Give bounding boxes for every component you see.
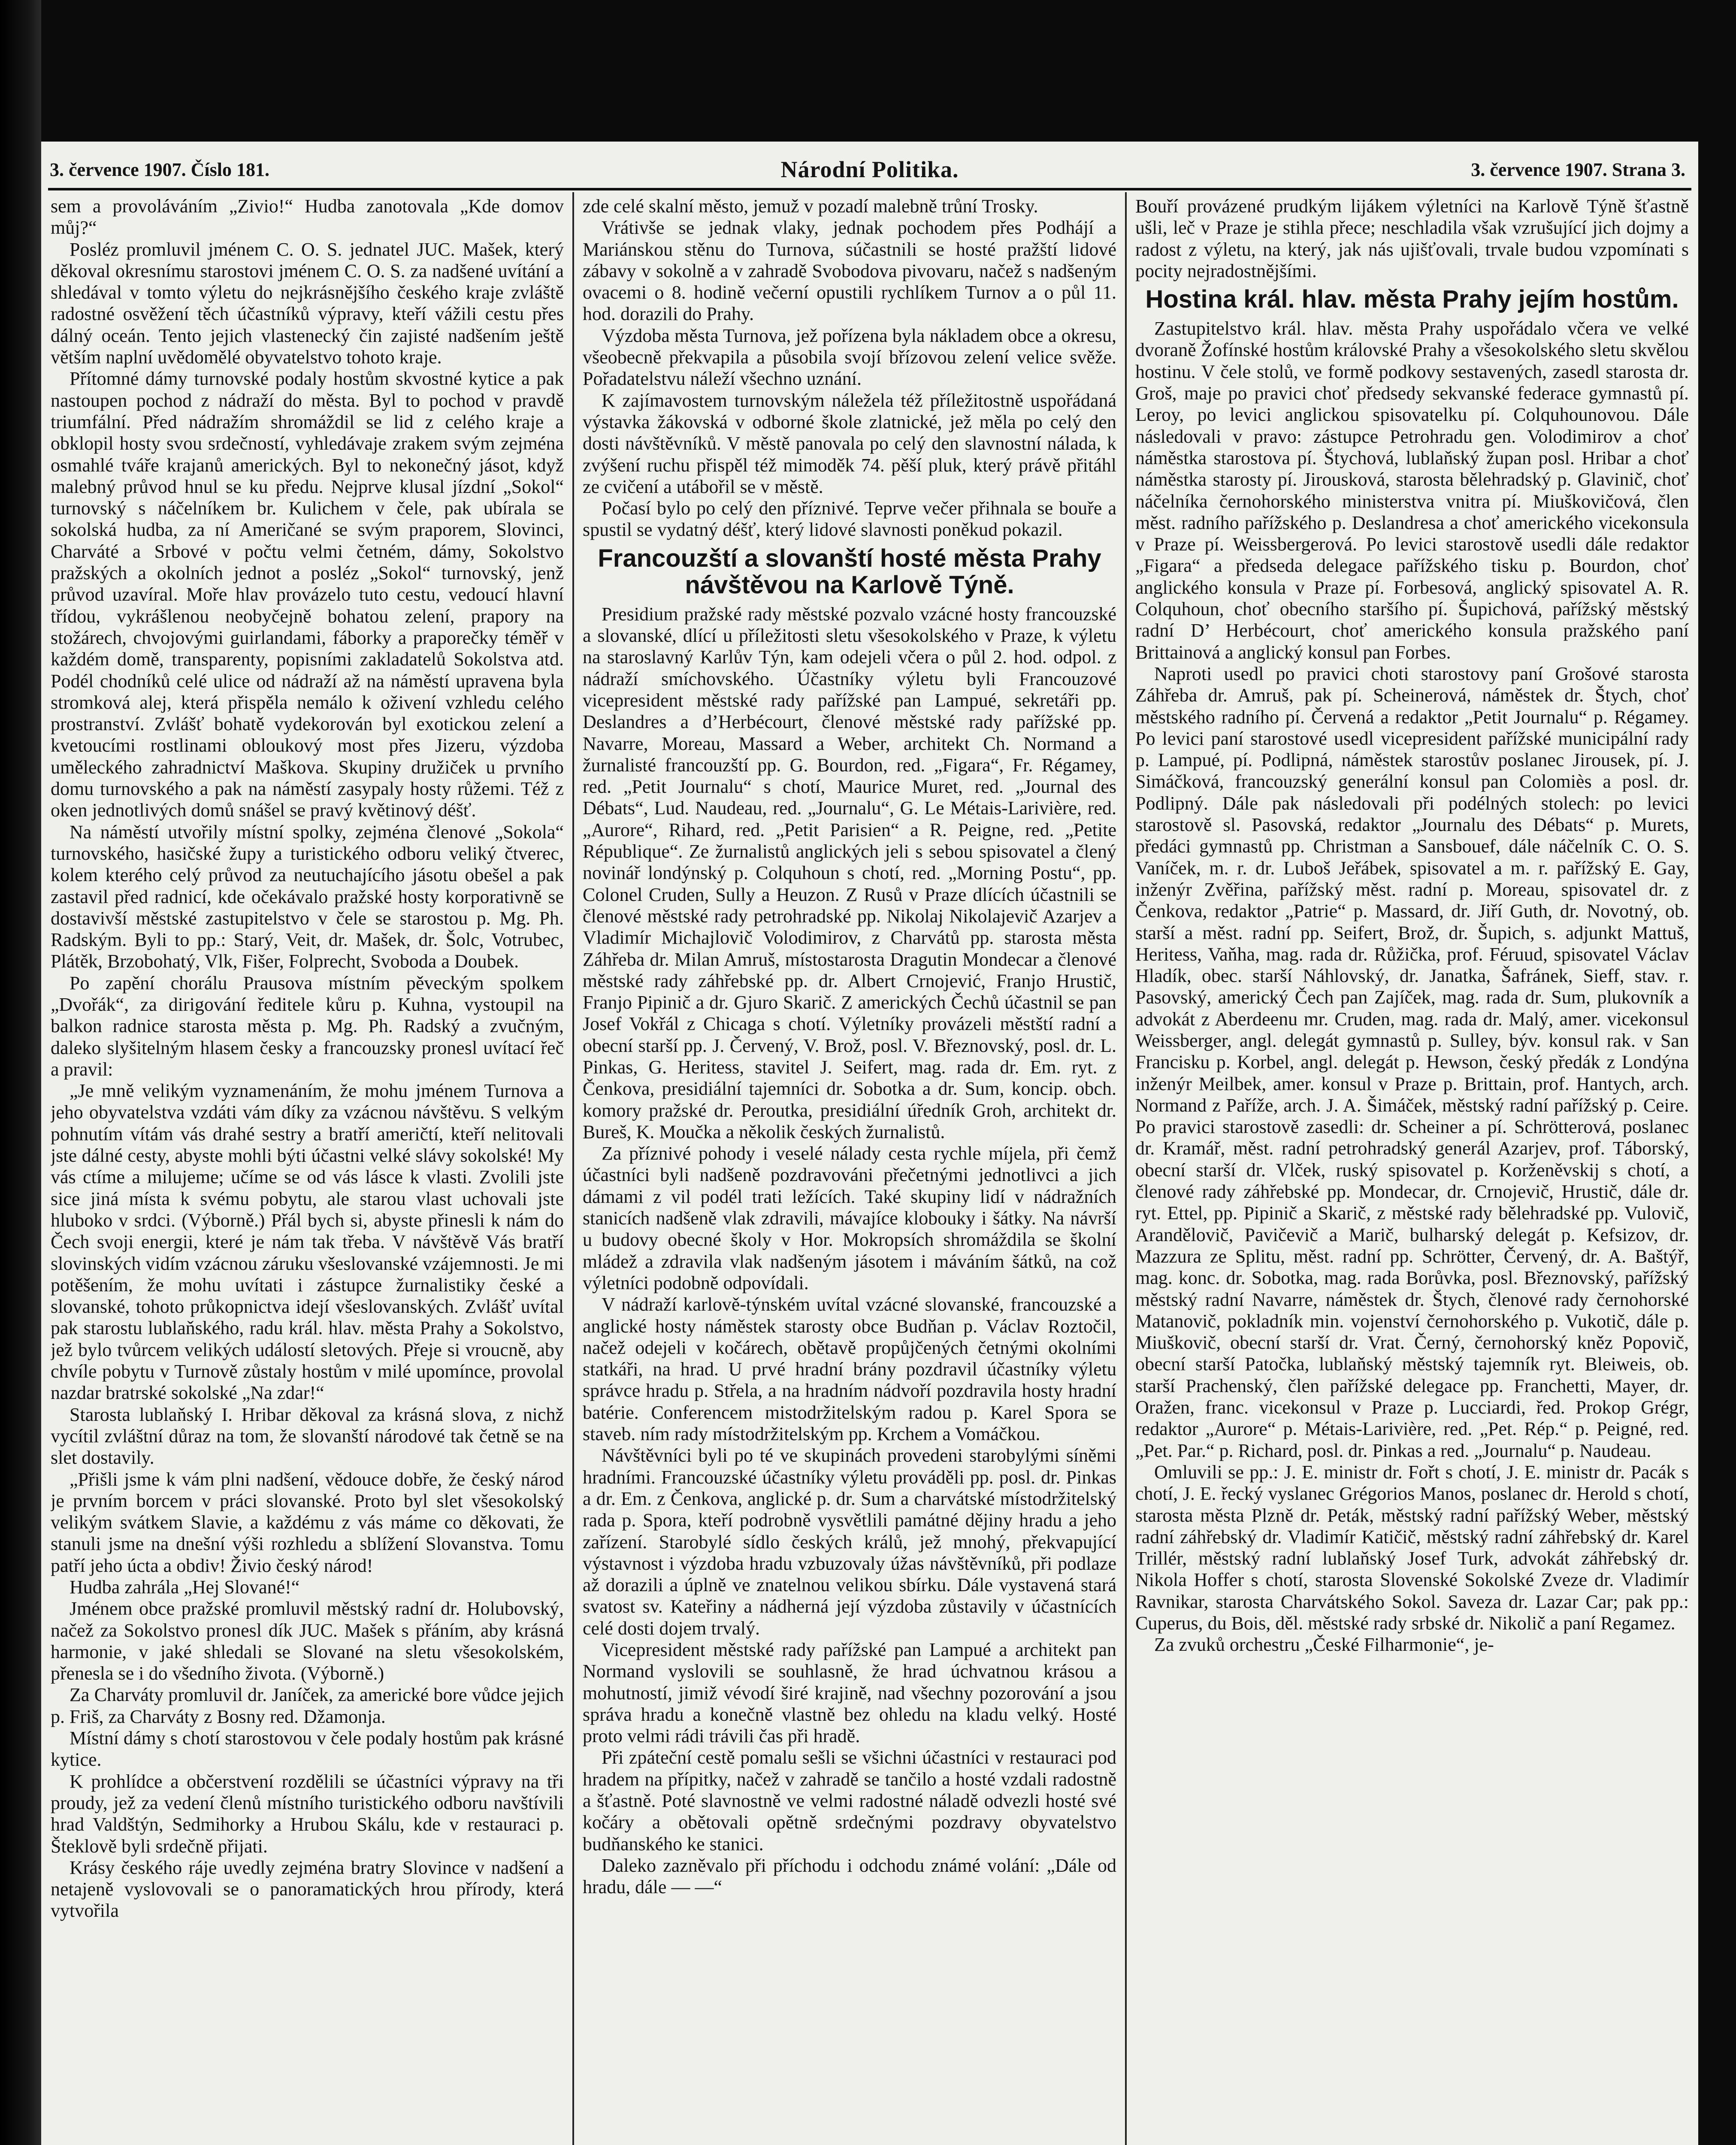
masthead-title: Národní Politika.	[780, 157, 959, 182]
paragraph: Bouří provázené prudkým lijákem výletníci na Karlově Týně šťastně ušli, leč v Praze je stihla přece; neschladila však vzrušující jich dojmy a radost z výletu, na který, jak nás ujišťovali, trvale budou vzpomínati s pocity nejradostnějšími.	[1135, 196, 1689, 281]
paragraph: Počasí bylo po celý den příznivé. Teprve večer přihnala se bouře a spustil se vydatný déšť, který lidové slavnosti poněkud pokazil.	[583, 498, 1116, 541]
paragraph: Místní dámy s chotí starostovou v čele podaly hostům pak krásné kytice.	[51, 1728, 564, 1770]
paragraph: Hudba zahrála „Hej Slované!“	[70, 1577, 300, 1598]
paragraph: Posléz promluvil jménem C. O. S. jednatel JUC. Mašek, který děkoval okresnímu starostovi jménem C. O. S. za nadšené uvítání a shledával v tomto výletu do nejkrásnějšího českého kraje zvláště radostné osvěžení těch účastníků výpravy, kteří vážili cestu přes dálný oceán. Tento jejich vlastenecký čin zajisté nadšením ještě větším naplní uvědomělé obyvatelstvo tohoto kraje.	[51, 239, 564, 368]
paragraph: Starosta lublaňský I. Hribar děkoval za krásná slova, z nichž vycítil zvláštní důraz na tom, že slovanští národové tak četně se na slet dostavily.	[51, 1404, 564, 1468]
paragraph: Daleko zazněvalo při příchodu i odchodu známé volání: „Dále od hradu, dále — —“	[583, 1855, 1116, 1898]
paragraph: Přítomné dámy turnovské podaly hostům skvostné kytice a pak nastoupen pochod z nádraží do města. Byl to pochod v pravdě triumfální. Před nádražím shromáždil se lid z celého kraje a obklopil hosty svou srdečností, vyhledávaje zrakem svým zejména osmahlé tváře krajanů amerických. Byl to nekonečný jásot, když malebný průvod hnul se ku předu. Nejprve klusal jízdní „Sokol“ turnovský s náčelníkem br. Kulichem v čele, pak ubírala se sokolská hudba, za ní Američané se svým praporem, Slovinci, Charváté a Srbové v počtu velmi četném, dámy, Sokolstvo pražských a okolních jednot a posléz „Sokol“ turnovský, jenž průvod uzavíral. Moře hlav provázelo tuto cestu, vedoucí hlavní třídou, vykrášlenou neobyčejně bohatou zelení, prapory na stožárech, chvojovými guirlandami, fáborky a praporečky téměř v každém domě, transparenty, popisními zakladatelů Sokolstva atd. Podél chodníků celé ulice od nádraží až na náměstí upravena byla stromková alej, která přispěla nemálo k oživení vzhledu celého prostranství. Zvlášť bohatě vydekorován byl exotickou zelení a kvetoucími rostlinami obloukový most přes Jizeru, výzdoba uměleckého zahradnictví Maškova. Skupiny družiček u prvního domu turnovského a pak na náměstí zasypaly hosty růžemi. Též z oken jednotlivých domů snášel se pravý květinový déšť.	[51, 368, 564, 821]
article-heading: Francouzští a slovanští hosté města Prahy návštěvou na Karlově Týně.	[598, 544, 1101, 599]
paragraph: V nádraží karlově-týnském uvítal vzácné slovanské, francouzské a anglické hosty náměstek starosty obce Budňan p. Václav Roztočil, načež odejeli v kočárech, obětavě propůjčených četnými okolními statkáři, na hrad. U prvé hradní brány pozdravil účastníky výletu správce hradu p. Střela, a na hradním nádvoří pozdravila hosty hradní batérie. Conferencem mistodržitelským radou p. Karel Spora se staveb. ním rady místodržitelským pp. Krchem a Vomáčkou.	[583, 1294, 1116, 1445]
paragraph: Krásy českého ráje uvedly zejména bratry Slovince v nadšení a netajeně vyslovovali se o panoramatických hrou přírody, která vytvořila	[51, 1857, 564, 1921]
paragraph: Presidium pražské rady městské pozvalo vzácné hosty francouzské a slovanské, dlící u příležitosti sletu všesokolského v Praze, k výletu na staroslavný Karlův Týn, kam odejeli včera o půl 2. hod. odpol. z nádraží smíchovského. Účastníky výletu byli Francouzové vicepresident městské rady pařížské pan Lampué, sekretáři pp. Deslandres a d’Herbécourt, členové městské rady pařížské pp. Navarre, Moreau, Massard a Weber, architekt Ch. Normand a žurnalisté francouzští pp. G. Bourdon, red. „Figara“, Fr. Régamey, red. „Petit Journalu“ s chotí, Maurice Muret, red. „Journal des Débats“, Lud. Naudeau, red. „Journalu“, G. Le Métais-Larivière, red. „Aurore“, Rihard, red. „Petit Parisien“ a R. Peigne, red. „Petite République“. Ze žurnalistů anglických jeli s sebou spisovatel a člený novinář londýnský p. Colquhoun s chotí, red. „Morning Postu“, pp. Colonel Cruden, Sully a Heuzon. Z Rusů v Praze dlících účastnili se členové městské rady petrohradské pp. Nikolaj Nikolajevič Azarjev a Vladimír Michajlovič Volodimirov, z Charvátů pp. starosta města Záhřeba dr. Milan Amruš, místostarosta Dragutin Mondecar a členové městské rady záhřebské pp. dr. Albert Crnojević, Franjo Hrustič, Franjo Pipinič a dr. Gjuro Skarič. Z amerických Čechů účastnil se pan Josef Vokřál z Chicaga s chotí. Výletníky provázeli městští radní a obecní starší pp. J. Červený, V. Brož, posl. V. Březnovský, posl. dr. L. Pinkas, G. Heritess, stavitel J. Seifert, mag. rada dr. Em. ryt. z Čenkova, presidiální tajemníci dr. Sobotka a dr. Sum, koncip. obch. komory pražské dr. Peroutka, presidiální úředník Groh, architekt dr. Bureš, K. Moučka a několik českých žurnalistů.	[583, 603, 1116, 1142]
paragraph: Na náměstí utvořily místní spolky, zejména členové „Sokola“ turnovského, hasičské župy a turistického odboru veliký čtverec, kolem kterého celý průvod za neutuchajícího jásotu obešel a pak zastavil před radnicí, kde očekávalo pražské hosty korporativně se dostavivší městské zastupitelstvo v čele se starostou p. Mg. Ph. Radským. Byli to pp.: Starý, Veit, dr. Mašek, dr. Šolc, Votrubec, Plátěk, Brzobohatý, Vlk, Fišer, Folprecht, Svoboda a Doubek.	[51, 821, 564, 972]
paragraph: „Přišli jsme k vám plni nadšení, vědouce dobře, že český národ je prvním borcem v práci slovanské. Proto byl slet všesokolský velikým svátkem Slavie, a každému z vás máme co děkovati, že stanuli jsme na dnešní výši rozhledu a sblížení Slovanstva. Tomu patří jeho úcta a obdiv! Živio český národ!	[51, 1468, 564, 1576]
column-2	[583, 196, 1116, 2145]
paragraph: Při zpáteční cestě pomalu sešli se všichni účastníci v restauraci pod hradem na přípitky, načež v zahradě se tančilo a hosté vzdali radostně a šťastně. Poté slavnostně ve velmi radostné náladě odvezli hosté své kočáry a obětovali opětně srdečnými pozdravy obyvatelstvo budňanského ke stanici.	[583, 1747, 1116, 1855]
paragraph: Vicepresident městské rady pařížské pan Lampué a architekt pan Normand vyslovili se souhlasně, že hrad úchvatnou krásou a mohutností, jimiž vévodí širé krajině, nad všechny pozorování a jsou správa hradu a konečně vlastně bez ohledu na kladu velký. Hosté proto velmi rádi trávili čas při hradě.	[583, 1639, 1116, 1747]
column-divider	[1125, 192, 1127, 2145]
column-divider	[572, 192, 574, 2145]
paragraph: Naproti usedl po pravici choti starostovy paní Grošové starosta Záhřeba dr. Amruš, pak pí. Scheinerová, náměstek dr. Štych, choť městského radního pí. Červená a redaktor „Petit Journalu“ p. Régamey. Po levici paní starostové usedl vicepresident pařížské municipální rady p. Lampué, pí. Podlipná, náměstek starostův poslanec Jirousek, pí. J. Simáčková, francouzský generální konsul pan Colomiès a posl. dr. Podlipný. Dále pak následovali při podélných stolech: po levici starostově sl. Pasovská, redaktor „Journalu des Débats“ p. Murets, předáci gymnastů pp. Christman a Sansbouef, dále náčelník C. O. S. Vaníček, m. r. dr. Luboš Jeřábek, spisovatel a m. r. pařížský E. Gay, inženýr Zvěřina, pařížský měst. radní p. Moreau, spisovatel dr. z Čenkova, redaktor „Patrie“ p. Massard, dr. Jiří Guth, dr. Novotný, ob. starší a měst. radní pp. Seifert, Brož, dr. Šupich, s. adjunkt Mattuš, Heritess, Vaňha, mag. rada dr. Růžička, prof. Féruud, spisovatel Václav Hladík, obec. starší Náhlovský, dr. Janatka, Šafránek, Sieff, stav. r. Pasovský, americký Čech pan Zajíček, mag. rada dr. Sum, plukovník a advokát z Aberdeenu mr. Cruden, mag. rada dr. Malý, amer. vicekonsul Weissberger, angl. delegát gymnastů p. Sulley, býv. konsul rak. v San Francisku p. Korbel, angl. delegát p. Hewson, český předák z Londýna inženýr Meilbek, amer. konsul v Praze p. Brittain, prof. Hantych, arch. Normand z Paříže, arch. J. A. Šimáček, městský radní pařížský p. Ceire. Po pravici starostově zasedli: dr. Scheiner a pí. Schrötterová, poslanec dr. Kramář, měst. radní petrohradský generál Azarjev, prof. Táborský, obecní starší dr. Vlček, ruský spisovatel p. Korženěvskij s chotí, a členové rady záhřebské pp. Mondecar, dr. Crnojevič, Hrustič, dále dr. ryt. Ettel, pp. Pipinič a Skarič, z městské rady bělehradské pp. Vulovič, Arandělovič, Pavičevič a Marič, bulharský delegát p. Kefsizov, dr. Mazzura ze Splitu, měst. radní pp. Schrötter, Červený, dr. A. Baštýř, mag. konc. dr. Sobotka, mag. rada Borůvka, posl. Březnovský, pařížský městský radní Navarre, náměstek dr. Štych, členové rady černohorské Matanovič, pokladník min. vojenství černohorského p. Vukotič, dále p. Miuškovič, obecní starší dr. Vrat. Černý, černohorský kněz Popovič, obecní starší Patočka, lublaňský městský tajemník ryt. Bleiweis, ob. starší Prachenský, člen pařížské delegace pp. Franchetti, Mayer, dr. Oražen, franc. vicekonsul v Praze p. Lucciardi, řed. Prokop Grégr, redaktor „Aurore“ p. Métais-Larivière, red. „Pet. Rép.“ p. Peigné, red. „Pet. Par.“ p. Richard, posl. dr. Pinkas a red. „Journalu“ p. Naudeau.	[1135, 663, 1689, 1461]
header-date-issue: 3. července 1907. Číslo 181.	[50, 159, 269, 180]
paragraph: Omluvili se pp.: J. E. ministr dr. Fořt s chotí, J. E. ministr dr. Pacák s chotí, J. E. řecký vyslanec Grégorios Manos, poslanec dr. Herold s chotí, starosta města Plzně dr. Peták, městský radní pařížský Weber, městský radní záhřebský dr. Vladimír Katičič, městský radní záhřebský dr. Karel Trillér, městský radní lublaňský Josef Turk, advokát záhřebský dr. Nikola Hoffer s chotí, starosta Slovenské Sokolské Zveze dr. Vladimír Ravnikar, starosta Charvátského Sokol. Saveza dr. Lazar Car; pak pp.: Cuperus, du Bois, děl. městské rady srbské dr. Nikolič a paní Regamez.	[1135, 1461, 1689, 1634]
paragraph: Jménem obce pražské promluvil městský radní dr. Holubovský, načež za Sokolstvo pronesl dík JUC. Mašek s přáním, aby krásná harmonie, v jaké shledali se Slované na sletu všesokolském, přenesla se i do všedního života. (Výborně.)	[51, 1598, 564, 1684]
paragraph: Zastupitelstvo král. hlav. města Prahy uspořádalo včera ve velké dvoraně Žofínské hostům královské Prahy a všesokolského sletu skvělou hostinu. V čele stolů, ve formě podkovy sestavených, zasedl starosta dr. Groš, maje po pravici choť předsedy sekvanské federace gymnastů pí. Leroy, po levici anglickou spisovatelku pí. Colquhounovou. Dále následovali v pravo: zástupce Petrohradu gen. Volodimirov a choť náměstka starostova pí. Štychová, lublaňský župan posl. Hribar a choť náměstka starosty pí. Jirousková, starosta bělehradský p. Glavinič, choť náčelníka černohorského ministerstva vnitra pí. Miuškovičová, člen měst. radního pařížského p. Deslandresa a choť amerického vicekonsula v Praze pí. Weissbergerová. Po levici starostově usedli dále redaktor „Figara“ a předseda delegace pařížského tisku p. Bourdon, choť anglického konsula v Praze pí. Forbesová, anglický spisovatel A. R. Colquhoun, choť obecního staršího pí. Šupichová, pařížský městský radní D’ Herbécourt, choť amerického konsula pražského paní Brittainová a anglický konsul pan Forbes.	[1135, 318, 1689, 663]
paragraph: Po zapění chorálu Prausova místním pěveckým spolkem „Dvořák“, za dirigování ředitele kůru p. Kuhna, vystoupil na balkon radnice starosta města p. Mg. Ph. Radský a zvučným, daleko slyšitelným hlasem česky a francouzsky pronesl uvítací řeč a pravil:	[51, 972, 564, 1080]
header-rule	[48, 188, 1691, 190]
scan-border	[0, 0, 41, 2145]
paragraph: Za příznivé pohody i veselé nálady cesta rychle míjela, při čemž účastníci byli nadšeně pozdravováni přečetnými jednotlivci a jich dámami z vil podél trati ležících. Také skupiny lidí v nádražních stanicích nadšeně vlak zdravili, mávajíce klobouky i šátky. Na návrší u budovy obecné školy v Hor. Mokropsích shromáždila se školní mládež a zdravila vlak nadšeným jásotem i máváním šátků, na což výletníci podobně odpovídali.	[583, 1143, 1116, 1293]
paragraph: zde celé skalní město, jemuž v pozadí malebně trůní Trosky.	[583, 196, 1038, 217]
column-1	[51, 196, 564, 2145]
page-header	[41, 159, 1698, 189]
header-date-page: 3. července 1907. Strana 3.	[1471, 159, 1685, 180]
article-heading: Hostina král. hlav. města Prahy jejím hostům.	[1145, 285, 1679, 314]
paragraph: K prohlídce a občerstvení rozdělili se účastníci výpravy na tři proudy, jež za vedení členů místního turistického odboru navštívili hrad Valdštýn, Sedmihorky a Hrubou Skálu, kde v restauraci p. Šteklově byli srdečně přijati.	[51, 1770, 564, 1857]
paragraph: sem a provoláváním „Zivio!“ Hudba zanotovala „Kde domov můj?“	[51, 196, 564, 239]
paragraph: K zajímavostem turnovským náležela též příležitostně uspořádaná výstavka žákovská v odborné škole zlatnické, jež měla po celý den dosti návštěvníků. V městě panovala po celý den slavnostní nálada, k zvýšení ruchu přispěl též mimoděk 74. pěší pluk, který právě přitáhl ze cvičení a utábořil se v městě.	[583, 390, 1116, 497]
column-3	[1135, 196, 1689, 2145]
newspaper-page	[41, 142, 1698, 2145]
paragraph: Vrátivše se jednak vlaky, jednak pochodem přes Podhájí a Mariánskou stěnu do Turnova, súčastnili se hosté pražští lidové zábavy v sokolně a v zahradě Svobodova pivovaru, načež s nadšeným ovacemi o 8. hodině večerní opustili rychlíkem Turnov a o půl 11. hod. dorazili do Prahy.	[583, 217, 1116, 325]
paragraph: Za Charváty promluvil dr. Janíček, za americké bore vůdce jejich p. Friš, za Charváty z Bosny red. Džamonja.	[51, 1684, 564, 1727]
paragraph: Výzdoba města Turnova, jež pořízena byla nákladem obce a okresu, všeobecně překvapila a působila svojí břízovou zelení velice svěže. Pořadatelstvu náleží všechno uznání.	[583, 325, 1116, 390]
paragraph: „Je mně velikým vyznamenáním, že mohu jménem Turnova a jeho obyvatelstva vzdáti vám díky za vzácnou návštěvu. S velkým pohnutím vítám vás drahé sestry a bratří američtí, kteří nelitovali jste dálné cesty, abyste mohli býti účastni velké slávy sokolské! My vás ctíme a milujeme; učíme se od vás lásce k vlasti. Zvolili jste sice jiná místa k svému pobytu, ale starou vlast uchovali jste hluboko v srdci. (Výborně.) Přál bych si, abyste přinesli k nám do Čech svoji energii, které je nám tak třeba. V návštěvě Vás bratří slovinských vidím vzácnou záruku všeslovanské vzájemnosti. Je mi potěšením, že mohu uvítati i zástupce žurnalistiky české a slovanské, tohoto průkopnictva idejí všeslovanských. Zvlášť uvítal pak starostu lublaňského, radu král. hlav. města Prahy a Sokolstvo, jež bylo tvůrcem velikých událostí sletových. Přeje si vroucně, aby chvíle pobytu v Turnově zůstaly hostům v milé upomínce, provolal nazdar bratrské sokolské „Na zdar!“	[51, 1080, 564, 1404]
paragraph: Návštěvníci byli po té ve skupinách provedeni starobylými síněmi hradními. Francouzské účastníky výletu prováděli pp. posl. dr. Pinkas a dr. Em. z Čenkova, anglické p. dr. Sum a charvátské místodržitelský rada p. Spora, kteří podrobně vysvětlili památné dějiny hradu a jeho zařízení. Starobylé sídlo českých králů, jež mnohý, překvapující výstavnost i výzdoba hradu vzbuzovaly úžas návštěvníků, při podlaze až dorazili a úplně ve znatelnou velikou sbírku. Dále vystavená stará svatost sv. Kateřiny a nádherná její výzdoba zůstavily v účastnících celé dosti dojem trvalý.	[583, 1445, 1116, 1639]
paragraph: Za zvuků orchestru „České Filharmonie“, je-	[1154, 1634, 1494, 1656]
